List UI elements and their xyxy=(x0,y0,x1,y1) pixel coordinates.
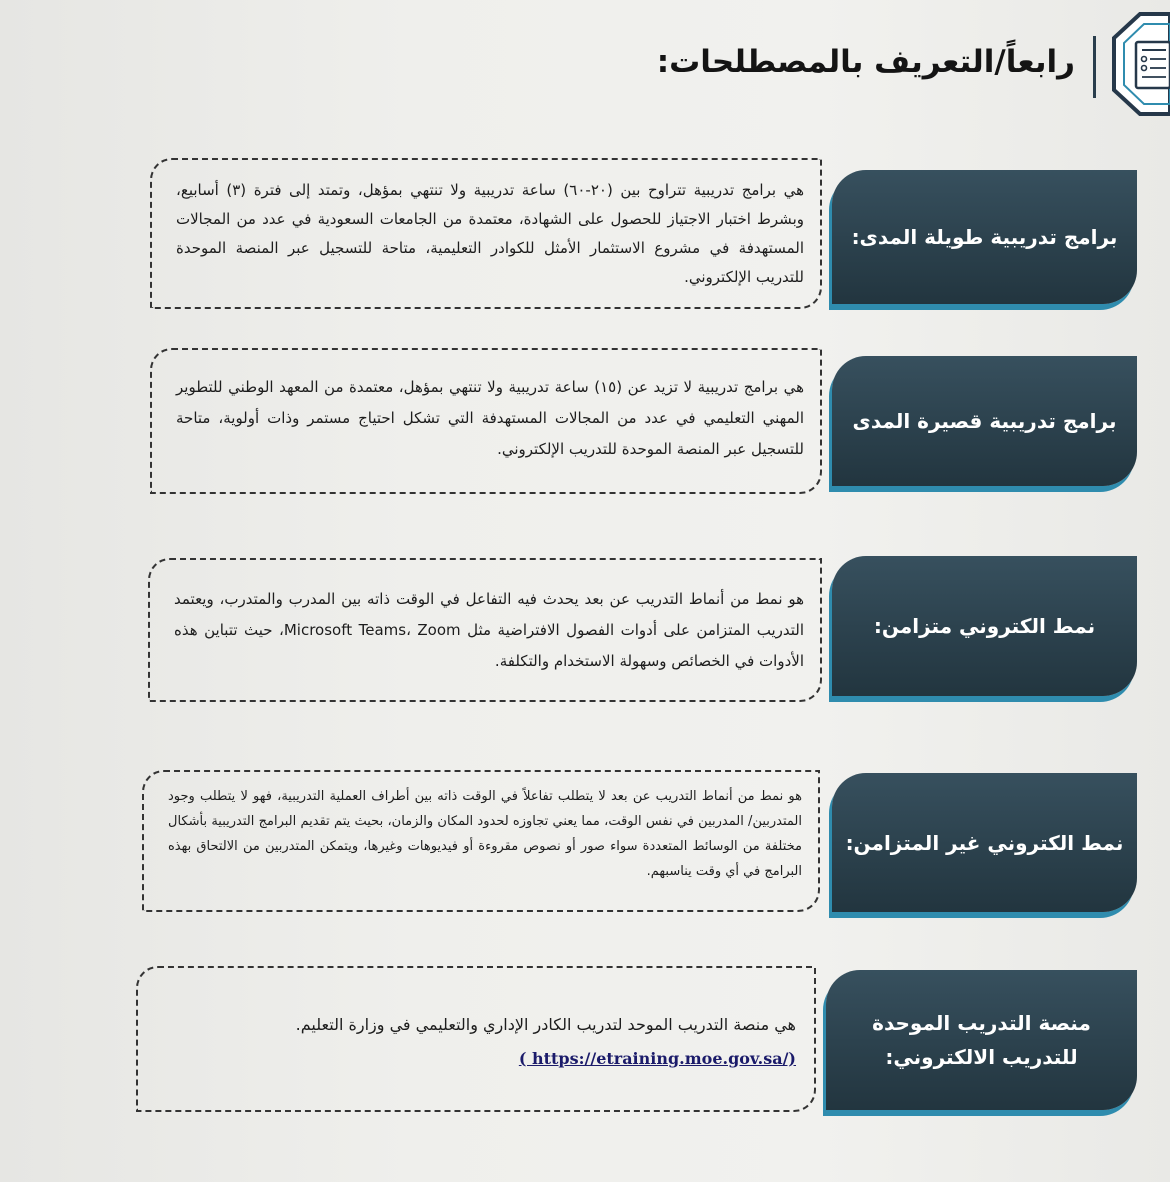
header-divider xyxy=(1093,36,1096,98)
term-label-text: برامج تدريبية قصيرة المدى xyxy=(852,409,1117,433)
term-label-text: نمط الكتروني متزامن: xyxy=(873,614,1096,638)
term-label-long-programs xyxy=(832,170,1137,304)
term-label-text: برامج تدريبية طويلة المدى: xyxy=(851,225,1118,249)
term-definition-unified-platform xyxy=(136,966,816,1112)
definition-text: هو نمط من أنماط التدريب عن بعد يحدث فيه التفاعل في الوقت ذاته بين المدرب والمتدرب، ويعتمد التدريب المتزامن على أدوات الفصول الافتراضية مثل Microsoft Teams، Zoom، حيث تتباين هذه الأدوات في الخصائص وسهولة الاستخدام والتكلفة. xyxy=(174,590,804,670)
definition-text: هو نمط من أنماط التدريب عن بعد لا يتطلب تفاعلاً في الوقت ذاته بين أطراف العملية التدريبية، فهو لا يتطلب وجود المتدربين/ المدربين في نفس الوقت، مما يعني تجاوزه لحدود المكان والزمان، بحيث يتم تقديم البرامج التدريبية بأشكال مختلفة من الوسائط المتعددة سواء صور أو نصوص مقروءة أو فيديوهات وغيرها، ويتمكن المتدربين من الالتحاق بهذه البرامج في أي وقت يناسبهم. xyxy=(168,789,802,879)
term-label-short-programs xyxy=(832,356,1137,486)
term-label-text: نمط الكتروني غير المتزامن: xyxy=(845,830,1124,855)
term-definition-short-programs xyxy=(150,348,822,494)
definition-text: هي منصة التدريب الموحد لتدريب الكادر الإداري والتعليمي في وزارة التعليم. xyxy=(295,1015,796,1034)
term-label-unified-platform xyxy=(826,970,1137,1110)
platform-link[interactable]: ( https://etraining.moe.gov.sa/) xyxy=(518,1049,796,1068)
term-definition-long-programs xyxy=(150,158,822,309)
term-definition-synchronous xyxy=(148,558,822,702)
term-definition-asynchronous xyxy=(142,770,820,912)
term-label-synchronous xyxy=(832,556,1137,696)
term-label-asynchronous xyxy=(832,773,1137,912)
definition-text: هي برامج تدريبية لا تزيد عن (١٥) ساعة تدريبية ولا تنتهي بمؤهل، معتمدة من المعهد الوطني للتطوير المهني التعليمي في عدد من المجالات المستهدفة التي تشكل احتياج مستمر وذات أولوية، متاحة للتسجيل عبر المنصة الموحدة للتدريب الإلكتروني. xyxy=(176,378,804,458)
document-checklist-icon xyxy=(1110,8,1170,118)
page-title: رابعاً/التعريف بالمصطلحات: xyxy=(656,44,1075,80)
definition-text: هي برامج تدريبية تتراوح بين (٢٠-٦٠) ساعة تدريبية ولا تنتهي بمؤهل، وتمتد إلى فترة (٣) أسابيع، وبشرط اختبار الاجتياز للحصول على الشهادة، معتمدة من الجامعات السعودية في عدد من المجالات المستهدفة في مشروع الاستثمار الأمثل للكوادر التعليمية، متاحة للتسجيل عبر المنصة الموحدة للتدريب الإلكتروني. xyxy=(176,181,804,286)
term-label-text: منصة التدريب الموحدة للتدريب الالكتروني: xyxy=(872,1011,1091,1069)
